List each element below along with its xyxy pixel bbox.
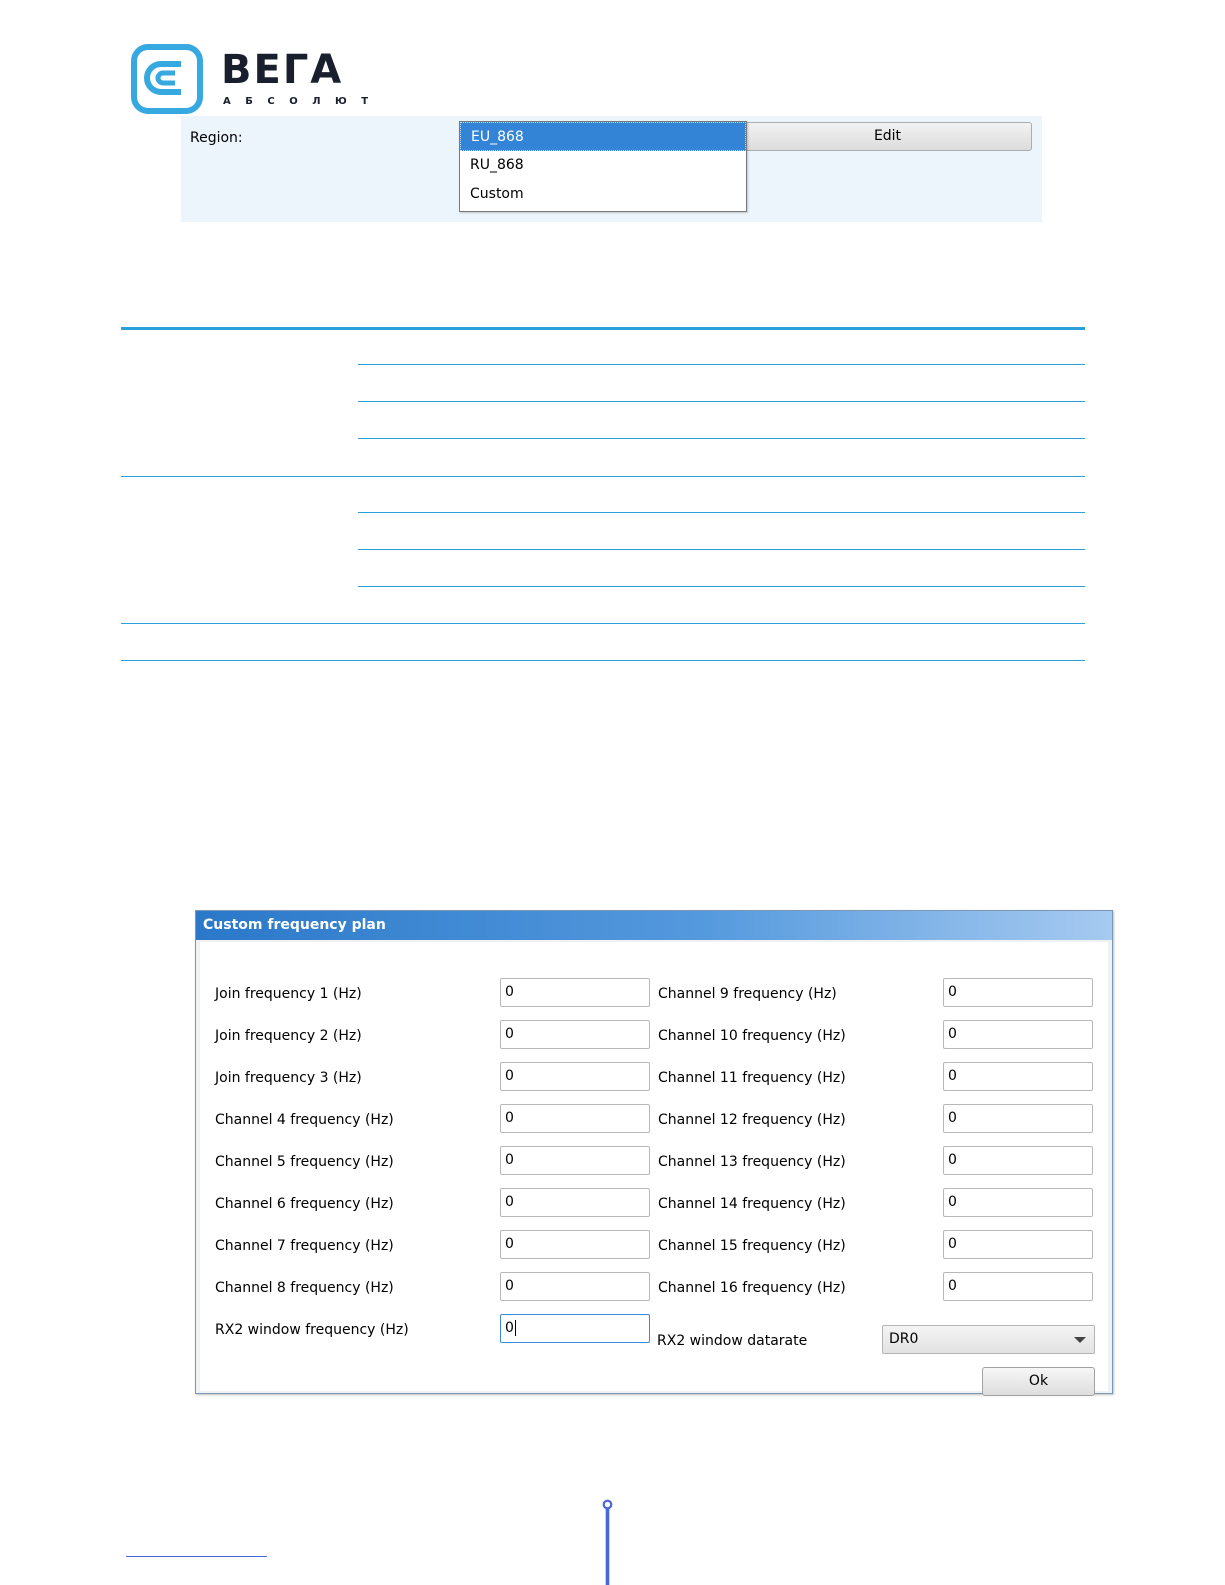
region-label: Region: bbox=[190, 130, 243, 146]
right-field-input-7[interactable] bbox=[943, 1230, 1093, 1259]
left-field-value-1: 0 bbox=[505, 984, 514, 1000]
logo-subtitle: АБСОЛЮТ bbox=[223, 96, 383, 107]
left-field-label-5: Channel 5 frequency (Hz) bbox=[215, 1154, 394, 1170]
left-field-label-6: Channel 6 frequency (Hz) bbox=[215, 1196, 394, 1212]
right-field-input-4[interactable] bbox=[943, 1104, 1093, 1133]
table-rule bbox=[358, 364, 1085, 365]
right-field-value-4: 0 bbox=[948, 1110, 957, 1126]
edit-button[interactable]: Edit bbox=[743, 122, 1032, 151]
left-field-label-1: Join frequency 1 (Hz) bbox=[215, 986, 362, 1002]
right-field-label-8: Channel 16 frequency (Hz) bbox=[658, 1280, 846, 1296]
footer-link-underline bbox=[126, 1556, 267, 1557]
region-option-custom[interactable]: Custom bbox=[470, 186, 524, 202]
rx2-datarate-select[interactable] bbox=[882, 1325, 1095, 1354]
left-field-value-2: 0 bbox=[505, 1026, 514, 1042]
region-settings-panel bbox=[181, 116, 1042, 222]
right-field-value-7: 0 bbox=[948, 1236, 957, 1252]
right-field-label-7: Channel 15 frequency (Hz) bbox=[658, 1238, 846, 1254]
table-top-rule bbox=[121, 327, 1085, 330]
table-rule bbox=[358, 586, 1085, 587]
right-field-label-1: Channel 9 frequency (Hz) bbox=[658, 986, 837, 1002]
left-field-value-7: 0 bbox=[505, 1236, 514, 1252]
left-field-input-5[interactable] bbox=[500, 1146, 650, 1175]
dialog-titlebar[interactable] bbox=[196, 911, 1112, 940]
custom-frequency-plan-dialog bbox=[195, 910, 1113, 1394]
left-field-input-6[interactable] bbox=[500, 1188, 650, 1217]
rx2-datarate-label: RX2 window datarate bbox=[657, 1333, 808, 1349]
table-bottom-rule bbox=[121, 660, 1085, 661]
left-field-value-9: 0 bbox=[505, 1320, 514, 1336]
right-field-label-4: Channel 12 frequency (Hz) bbox=[658, 1112, 846, 1128]
right-field-input-5[interactable] bbox=[943, 1146, 1093, 1175]
region-dropdown-list[interactable] bbox=[459, 121, 747, 212]
left-field-input-3[interactable] bbox=[500, 1062, 650, 1091]
left-field-input-7[interactable] bbox=[500, 1230, 650, 1259]
left-field-value-8: 0 bbox=[505, 1278, 514, 1294]
rx2-datarate-value: DR0 bbox=[889, 1331, 919, 1347]
logo-wordmark: ВЕГА bbox=[221, 47, 344, 93]
right-field-label-5: Channel 13 frequency (Hz) bbox=[658, 1154, 846, 1170]
left-field-value-6: 0 bbox=[505, 1194, 514, 1210]
right-field-label-2: Channel 10 frequency (Hz) bbox=[658, 1028, 846, 1044]
right-field-label-6: Channel 14 frequency (Hz) bbox=[658, 1196, 846, 1212]
right-field-value-5: 0 bbox=[948, 1152, 957, 1168]
dialog-title: Custom frequency plan bbox=[203, 917, 386, 933]
region-option-eu868[interactable]: EU_868 bbox=[460, 122, 746, 151]
right-field-value-8: 0 bbox=[948, 1278, 957, 1294]
right-field-input-8[interactable] bbox=[943, 1272, 1093, 1301]
right-field-value-2: 0 bbox=[948, 1026, 957, 1042]
vega-logo bbox=[131, 44, 383, 114]
left-field-label-7: Channel 7 frequency (Hz) bbox=[215, 1238, 394, 1254]
vega-logo-mark-icon bbox=[131, 44, 203, 114]
left-field-label-8: Channel 8 frequency (Hz) bbox=[215, 1280, 394, 1296]
right-field-value-1: 0 bbox=[948, 984, 957, 1000]
right-field-label-3: Channel 11 frequency (Hz) bbox=[658, 1070, 846, 1086]
left-field-value-4: 0 bbox=[505, 1110, 514, 1126]
left-field-input-4[interactable] bbox=[500, 1104, 650, 1133]
left-field-label-3: Join frequency 3 (Hz) bbox=[215, 1070, 362, 1086]
right-field-input-2[interactable] bbox=[943, 1020, 1093, 1049]
table-rule bbox=[358, 401, 1085, 402]
left-field-input-8[interactable] bbox=[500, 1272, 650, 1301]
left-field-label-4: Channel 4 frequency (Hz) bbox=[215, 1112, 394, 1128]
dialog-body bbox=[200, 942, 1108, 1391]
right-field-input-3[interactable] bbox=[943, 1062, 1093, 1091]
left-field-input-1[interactable] bbox=[500, 978, 650, 1007]
right-field-input-6[interactable] bbox=[943, 1188, 1093, 1217]
text-caret bbox=[515, 1320, 516, 1336]
chevron-down-icon[interactable] bbox=[1074, 1337, 1086, 1343]
left-field-value-3: 0 bbox=[505, 1068, 514, 1084]
right-field-value-3: 0 bbox=[948, 1068, 957, 1084]
ok-button[interactable]: Ok bbox=[982, 1367, 1095, 1396]
left-field-input-9[interactable] bbox=[500, 1314, 650, 1343]
table-rule bbox=[121, 623, 1085, 624]
table-rule bbox=[358, 438, 1085, 439]
right-field-value-6: 0 bbox=[948, 1194, 957, 1210]
region-option-ru868[interactable]: RU_868 bbox=[470, 157, 524, 173]
left-field-input-2[interactable] bbox=[500, 1020, 650, 1049]
table-rule bbox=[121, 476, 1085, 477]
left-field-label-9: RX2 window frequency (Hz) bbox=[215, 1322, 409, 1338]
left-field-value-5: 0 bbox=[505, 1152, 514, 1168]
left-field-label-2: Join frequency 2 (Hz) bbox=[215, 1028, 362, 1044]
footer-pin-icon bbox=[602, 1499, 613, 1585]
right-field-input-1[interactable] bbox=[943, 978, 1093, 1007]
table-rule bbox=[358, 512, 1085, 513]
table-rule bbox=[358, 549, 1085, 550]
